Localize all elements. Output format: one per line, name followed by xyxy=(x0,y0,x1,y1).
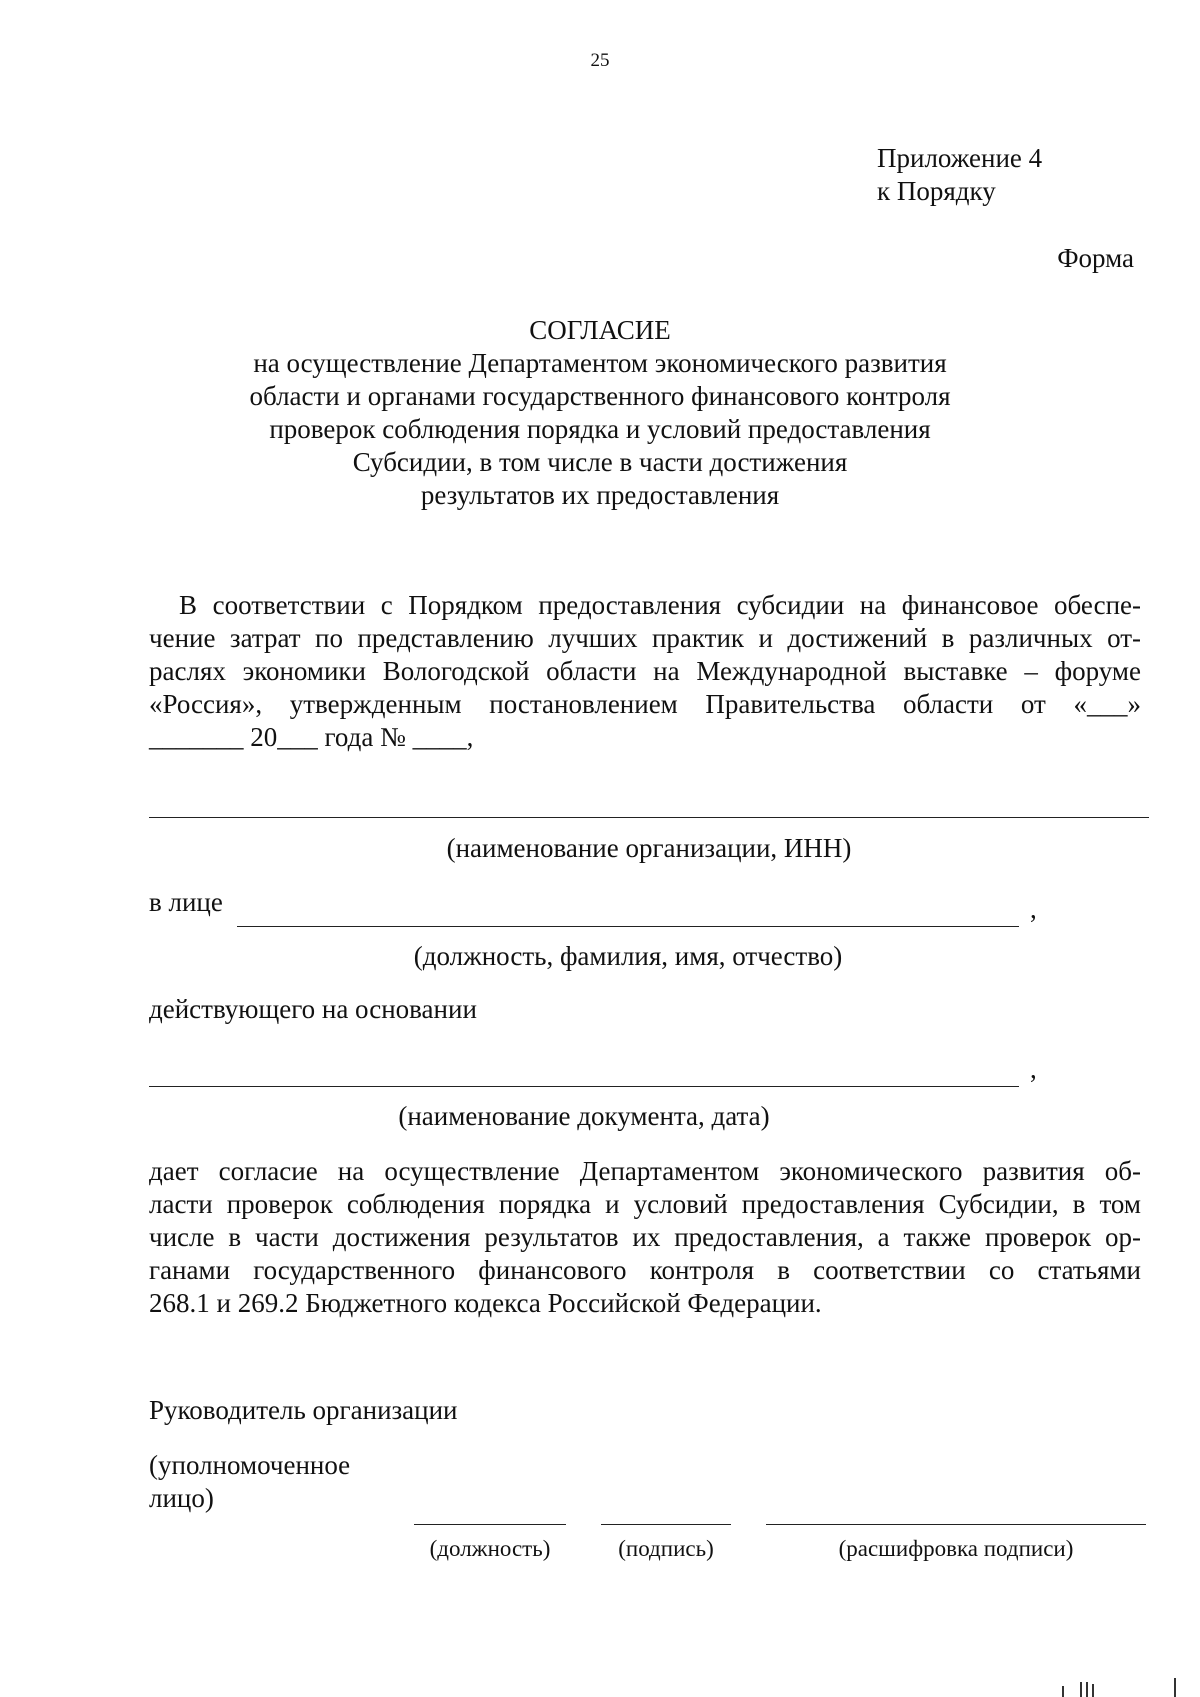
form-label: Форма xyxy=(1057,243,1134,273)
scan-artifact xyxy=(1062,1686,1064,1697)
title-heading: СОГЛАСИЕ xyxy=(529,315,671,345)
signature-caption: (подпись) xyxy=(618,1536,714,1561)
document-caption: (наименование документа, дата) xyxy=(398,1101,770,1131)
appendix-line-1: Приложение 4 xyxy=(877,143,1043,173)
scan-artifact xyxy=(1086,1682,1088,1697)
intro-line: _______ 20___ года № ____, xyxy=(149,722,474,752)
person-line[interactable] xyxy=(237,926,1019,927)
signature-line[interactable] xyxy=(601,1524,731,1525)
org-name-caption: (наименование организации, ИНН) xyxy=(446,833,852,863)
scan-artifact xyxy=(1092,1684,1094,1697)
in-person-label: в лице xyxy=(149,887,223,917)
intro-line: раслях экономики Вологодской области на Международной выставке – форуме xyxy=(149,656,1141,686)
title-line: результатов их предоставления xyxy=(420,480,780,510)
consent-paragraph xyxy=(149,1155,1141,1320)
scan-artifact xyxy=(1080,1682,1082,1697)
title-line: проверок соблюдения порядка и условий предоставления xyxy=(269,414,931,444)
authorized-line-1: (уполномоченное xyxy=(149,1450,351,1480)
consent-line: числе в части достижения результатов их предоставления, а также проверок ор- xyxy=(149,1222,1141,1252)
comma: , xyxy=(1030,1054,1037,1084)
page-number: 25 xyxy=(590,50,610,71)
title-line: Субсидии, в том числе в части достижения xyxy=(352,447,848,477)
decoding-signature-line[interactable] xyxy=(766,1524,1146,1525)
intro-line: «Россия», утвержденным постановлением Правительства области от «___» xyxy=(149,689,1141,719)
position-caption: (должность) xyxy=(429,1536,551,1561)
consent-line: ганами государственного финансового контроля в соответствии со статьями xyxy=(149,1255,1141,1285)
consent-line: ласти проверок соблюдения порядка и условий предоставления Субсидии, в том xyxy=(149,1189,1141,1219)
comma: , xyxy=(1030,894,1037,924)
authorized-line-2: лицо) xyxy=(149,1483,214,1513)
consent-line: 268.1 и 269.2 Бюджетного кодекса Российской Федерации. xyxy=(149,1288,822,1318)
consent-line: дает согласие на осуществление Департаментом экономического развития об- xyxy=(149,1156,1141,1186)
intro-paragraph xyxy=(149,589,1141,754)
document-line[interactable] xyxy=(149,1086,1019,1087)
scan-artifact xyxy=(1174,1678,1176,1697)
intro-line: В соответствии с Порядком предоставления субсидии на финансовое обеспе- xyxy=(179,590,1141,620)
intro-line: чение затрат по представлению лучших практик и достижений в различных от- xyxy=(149,623,1141,653)
authorized-label xyxy=(149,1449,350,1515)
title-line: на осуществление Департаментом экономического развития xyxy=(253,348,947,378)
title-line: области и органами государственного финансового контроля xyxy=(249,381,951,411)
appendix-line-2: к Порядку xyxy=(877,176,996,206)
appendix-reference xyxy=(877,142,1042,208)
person-caption: (должность, фамилия, имя, отчество) xyxy=(413,941,843,971)
org-name-line[interactable] xyxy=(149,817,1149,818)
head-label: Руководитель организации xyxy=(149,1395,458,1425)
document-title xyxy=(0,314,1200,512)
decoding-caption: (расшифровка подписи) xyxy=(838,1536,1074,1561)
position-signature-line[interactable] xyxy=(414,1524,566,1525)
basis-label: действующего на основании xyxy=(149,994,477,1024)
